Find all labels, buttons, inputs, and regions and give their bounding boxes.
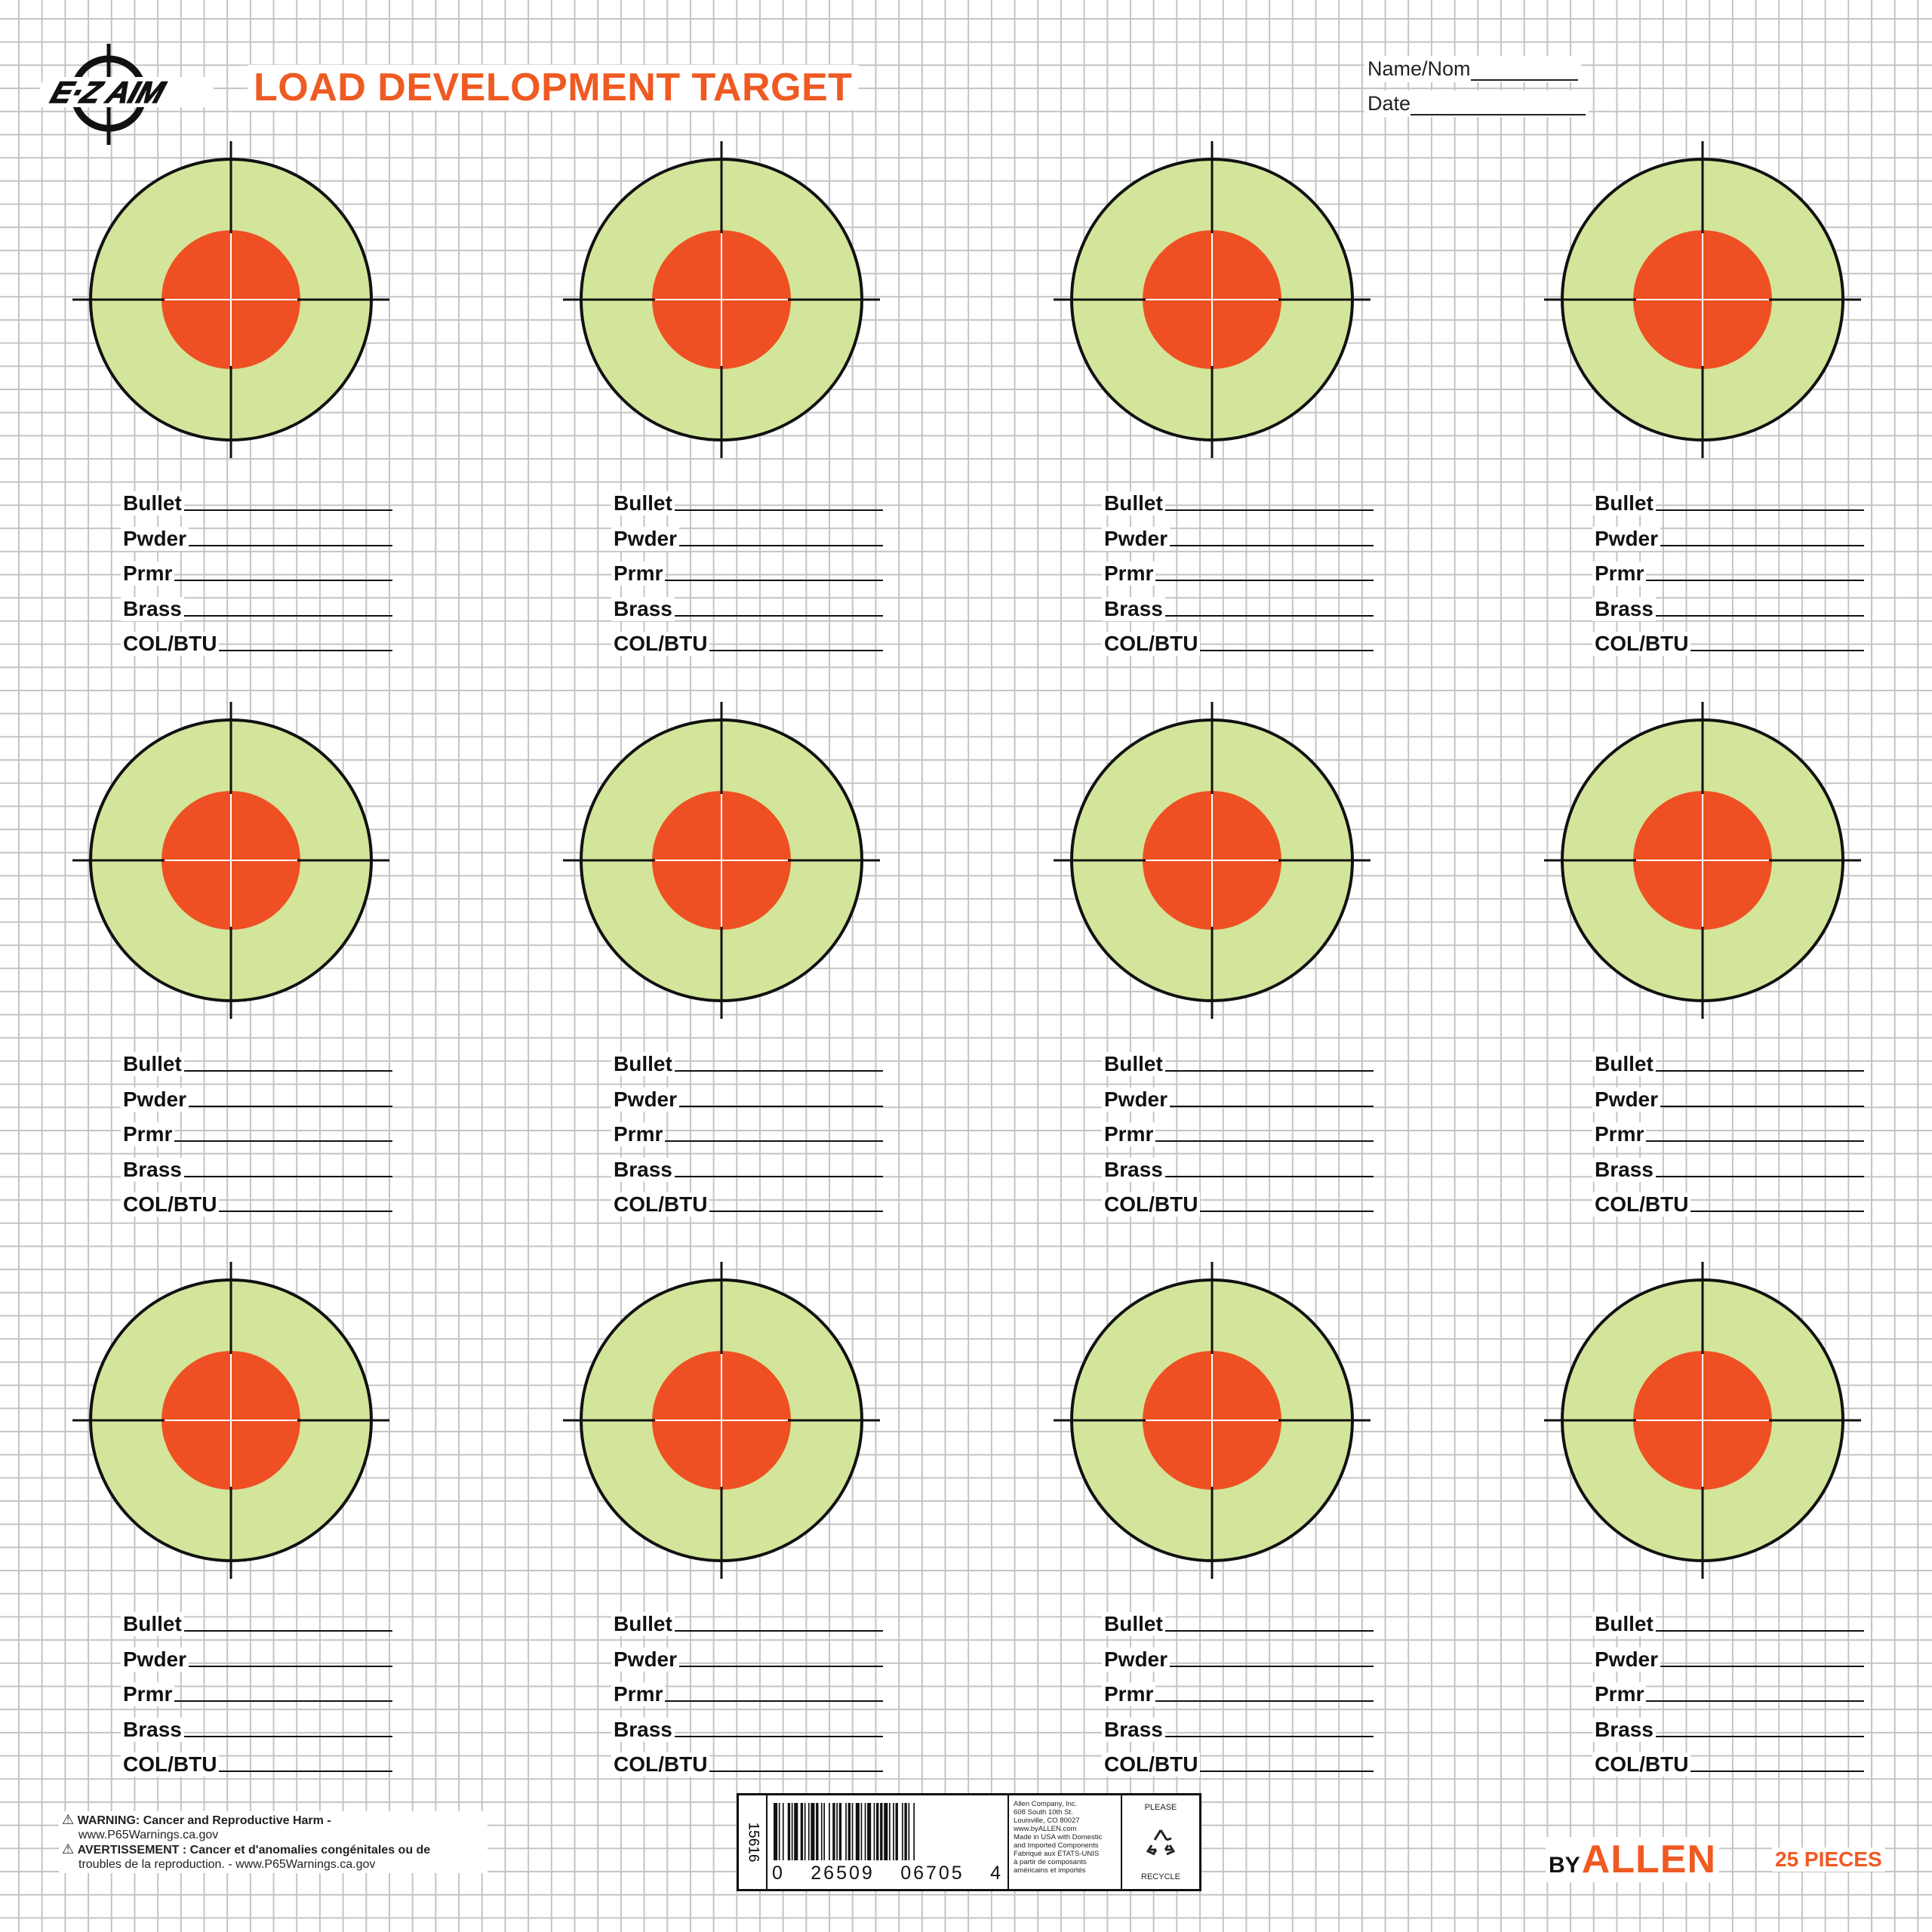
load-field-line <box>184 1607 392 1632</box>
load-field-label: Brass <box>1102 1718 1165 1742</box>
barcode-digits: 0 26509 06705 4 <box>772 1863 1003 1884</box>
load-field-label: COL/BTU <box>1102 1192 1200 1217</box>
load-field-line <box>709 1188 883 1212</box>
company-info-line: américains et importés <box>1014 1866 1086 1875</box>
warning-fr-line-2: troubles de la reproduction. - www.P65Warnings.ca.gov <box>78 1858 376 1871</box>
load-field-row[interactable] <box>611 1041 883 1076</box>
target <box>563 702 880 1019</box>
load-field-line <box>1170 522 1374 546</box>
sku-number: 15616 <box>739 1795 768 1889</box>
target <box>1054 1262 1371 1579</box>
load-field-row[interactable] <box>121 1076 392 1111</box>
load-field-row[interactable] <box>611 481 883 515</box>
load-field-label: Pwder <box>1102 1088 1170 1112</box>
warning-line-2: www.P65Warnings.ca.gov <box>78 1829 219 1841</box>
load-field-label: COL/BTU <box>1102 1752 1200 1777</box>
company-info-line: www.byALLEN.com <box>1014 1825 1077 1833</box>
load-field-row[interactable] <box>611 1182 883 1217</box>
load-field-label: Bullet <box>1592 491 1656 515</box>
load-field-line <box>189 1083 392 1107</box>
load-field-row[interactable] <box>611 1601 883 1636</box>
load-field-label: Bullet <box>121 1052 184 1076</box>
target <box>72 1262 389 1579</box>
load-field-line <box>1646 1678 1864 1702</box>
load-data-fields <box>1102 1041 1374 1217</box>
load-field-row[interactable] <box>121 1146 392 1181</box>
name-line <box>1471 61 1578 81</box>
load-data-fields <box>121 1601 392 1777</box>
load-field-line <box>1690 1188 1864 1212</box>
load-field-label: Bullet <box>1102 1612 1165 1636</box>
load-field-row[interactable] <box>121 586 392 620</box>
load-field-label: Brass <box>121 1718 184 1742</box>
load-field-label: Brass <box>1102 1158 1165 1182</box>
load-field-line <box>675 1048 883 1072</box>
recycle-badge <box>1122 1795 1199 1889</box>
load-field-line <box>1165 592 1374 617</box>
load-field-label: COL/BTU <box>1592 1752 1690 1777</box>
load-field-row[interactable] <box>1592 621 1864 656</box>
load-field-label: Prmr <box>611 1682 665 1706</box>
load-field-label: COL/BTU <box>121 1752 219 1777</box>
load-field-line <box>1656 1713 1864 1737</box>
load-field-line <box>709 627 883 651</box>
load-field-row[interactable] <box>611 621 883 656</box>
load-data-fields <box>121 481 392 656</box>
load-field-label: Bullet <box>1102 1052 1165 1076</box>
target <box>1544 1262 1861 1579</box>
load-field-line <box>679 1083 883 1107</box>
piece-count: 25 PIECES <box>1772 1847 1885 1872</box>
load-field-row[interactable] <box>1102 1112 1374 1146</box>
load-field-line <box>1656 1607 1864 1632</box>
target <box>72 141 389 458</box>
date-line <box>1411 96 1586 115</box>
load-field-label: Prmr <box>611 561 665 586</box>
load-field-row[interactable] <box>611 1146 883 1181</box>
load-field-label: Pwder <box>121 1647 189 1672</box>
recycle-bottom-label: RECYCLE <box>1141 1872 1180 1881</box>
load-field-line <box>219 1748 392 1772</box>
load-field-row[interactable] <box>121 1706 392 1741</box>
load-field-line <box>1200 1188 1374 1212</box>
load-field-label: Pwder <box>121 527 189 551</box>
load-field-line <box>184 1048 392 1072</box>
load-field-label: COL/BTU <box>121 632 219 656</box>
load-data-fields <box>611 1601 883 1777</box>
prop65-warning <box>59 1811 488 1873</box>
load-field-label: Brass <box>1592 1718 1656 1742</box>
load-field-label: Bullet <box>611 1612 675 1636</box>
load-field-row[interactable] <box>121 1636 392 1671</box>
load-field-row[interactable] <box>121 515 392 550</box>
load-field-label: Prmr <box>121 1122 174 1146</box>
load-field-row[interactable] <box>1592 586 1864 620</box>
load-field-row[interactable] <box>611 1112 883 1146</box>
company-info-line: Allen Company, Inc. <box>1014 1800 1078 1808</box>
company-info-line: and Imported Components <box>1014 1841 1099 1850</box>
load-data-fields <box>1592 1041 1864 1217</box>
page-title: LOAD DEVELOPMENT TARGET <box>248 65 858 110</box>
load-field-row[interactable] <box>1102 1146 1374 1181</box>
load-field-row[interactable] <box>1102 1182 1374 1217</box>
load-field-line <box>184 487 392 511</box>
load-data-fields <box>121 1041 392 1217</box>
load-field-label: Prmr <box>1102 1122 1155 1146</box>
load-field-line <box>174 1118 392 1142</box>
load-field-line <box>1170 1643 1374 1667</box>
load-field-label: COL/BTU <box>611 1752 709 1777</box>
load-field-label: Pwder <box>121 1088 189 1112</box>
load-field-row[interactable] <box>1592 1706 1864 1741</box>
load-field-row[interactable] <box>121 1041 392 1076</box>
target <box>1544 702 1861 1019</box>
load-field-label: Prmr <box>1592 1122 1646 1146</box>
load-field-row[interactable] <box>611 1706 883 1741</box>
load-field-line <box>1165 1153 1374 1177</box>
load-field-line <box>184 592 392 617</box>
load-data-fields <box>611 481 883 656</box>
load-field-label: Bullet <box>121 491 184 515</box>
load-field-label: Prmr <box>1102 1682 1155 1706</box>
load-field-line <box>675 1713 883 1737</box>
name-label: Name/Nom <box>1367 57 1471 80</box>
recycle-top-label: PLEASE <box>1144 1803 1177 1812</box>
load-field-row[interactable] <box>121 621 392 656</box>
load-field-line <box>665 557 883 581</box>
load-field-row[interactable] <box>121 551 392 586</box>
load-field-label: Prmr <box>121 1682 174 1706</box>
target <box>1054 702 1371 1019</box>
load-field-row[interactable] <box>611 1076 883 1111</box>
load-field-label: Prmr <box>121 561 174 586</box>
load-field-line <box>675 592 883 617</box>
load-field-line <box>174 1678 392 1702</box>
load-field-line <box>1656 592 1864 617</box>
load-field-label: Brass <box>1102 597 1165 621</box>
load-data-fields <box>1592 481 1864 656</box>
load-field-row[interactable] <box>1102 551 1374 586</box>
svg-text:E·Z AIM: E·Z AIM <box>46 75 169 109</box>
load-field-label: Pwder <box>611 1088 679 1112</box>
target <box>563 141 880 458</box>
company-info <box>1009 1795 1122 1889</box>
load-data-fields <box>1102 481 1374 656</box>
load-field-label: Brass <box>121 1158 184 1182</box>
load-field-line <box>1200 627 1374 651</box>
load-field-row[interactable] <box>1102 1041 1374 1076</box>
load-field-label: COL/BTU <box>611 1192 709 1217</box>
ezaim-logo-icon <box>39 39 228 152</box>
load-field-label: Pwder <box>1592 527 1660 551</box>
load-field-line <box>1656 487 1864 511</box>
load-field-row[interactable] <box>1592 481 1864 515</box>
barcode <box>768 1795 1009 1889</box>
load-field-label: Brass <box>1592 1158 1656 1182</box>
load-field-label: Pwder <box>1102 1647 1170 1672</box>
company-info-line: Made in USA with Domestic <box>1014 1833 1103 1841</box>
load-field-row[interactable] <box>1592 515 1864 550</box>
load-field-line <box>665 1118 883 1142</box>
load-field-line <box>219 1188 392 1212</box>
load-field-line <box>1165 487 1374 511</box>
load-field-row[interactable] <box>1592 1636 1864 1671</box>
load-data-fields <box>1102 1601 1374 1777</box>
load-field-row[interactable] <box>121 1182 392 1217</box>
load-field-label: Bullet <box>1102 491 1165 515</box>
target <box>563 1262 880 1579</box>
load-field-label: Bullet <box>1592 1052 1656 1076</box>
load-field-line <box>679 1643 883 1667</box>
allen-brand <box>1546 1837 1719 1882</box>
load-data-fields <box>1592 1601 1864 1777</box>
load-field-label: Brass <box>121 597 184 621</box>
load-field-row[interactable] <box>1592 1672 1864 1706</box>
load-field-line <box>1690 1748 1864 1772</box>
load-field-row[interactable] <box>1102 586 1374 620</box>
load-field-row[interactable] <box>611 1636 883 1671</box>
load-field-line <box>189 1643 392 1667</box>
load-field-row[interactable] <box>1592 1146 1864 1181</box>
load-field-label: COL/BTU <box>1592 1192 1690 1217</box>
load-field-line <box>1170 1083 1374 1107</box>
target <box>1054 141 1371 458</box>
warning-triangle-icon: ⚠ <box>62 1812 75 1827</box>
load-field-line <box>1200 1748 1374 1772</box>
load-field-row[interactable] <box>1102 1636 1374 1671</box>
company-info-line: à partir de composants <box>1014 1858 1087 1866</box>
load-field-line <box>1660 522 1864 546</box>
load-field-line <box>1656 1048 1864 1072</box>
load-field-line <box>1646 557 1864 581</box>
company-info-line: 608 South 10th St. <box>1014 1808 1073 1817</box>
warning-line-1: WARNING: Cancer and Reproductive Harm - <box>77 1814 331 1827</box>
load-field-label: Prmr <box>1102 561 1155 586</box>
load-field-line <box>1165 1607 1374 1632</box>
load-field-row[interactable] <box>1102 515 1374 550</box>
name-field[interactable] <box>1364 56 1581 82</box>
load-field-label: Brass <box>611 597 675 621</box>
load-field-label: Pwder <box>611 527 679 551</box>
load-field-label: COL/BTU <box>611 632 709 656</box>
brand-name: ALLEN <box>1581 1838 1717 1881</box>
load-field-label: Brass <box>1592 597 1656 621</box>
load-field-row[interactable] <box>1102 481 1374 515</box>
load-field-label: Pwder <box>1592 1088 1660 1112</box>
target <box>72 702 389 1019</box>
barcode-bars <box>772 1803 1003 1860</box>
load-field-line <box>675 1153 883 1177</box>
load-field-label: Pwder <box>1592 1647 1660 1672</box>
load-field-row[interactable] <box>1102 1076 1374 1111</box>
load-field-line <box>184 1713 392 1737</box>
load-field-line <box>679 522 883 546</box>
load-field-label: COL/BTU <box>1102 632 1200 656</box>
load-field-line <box>1660 1643 1864 1667</box>
load-field-row[interactable] <box>1592 551 1864 586</box>
load-field-line <box>1656 1153 1864 1177</box>
load-field-line <box>1155 1678 1374 1702</box>
load-field-row[interactable] <box>1592 1076 1864 1111</box>
load-field-line <box>675 487 883 511</box>
load-field-label: Brass <box>611 1718 675 1742</box>
load-field-label: Pwder <box>611 1647 679 1672</box>
load-field-label: Bullet <box>611 1052 675 1076</box>
load-field-line <box>1660 1083 1864 1107</box>
load-field-row[interactable] <box>1102 1706 1374 1741</box>
date-field[interactable] <box>1364 91 1589 117</box>
load-field-label: Bullet <box>121 1612 184 1636</box>
load-field-line <box>1646 1118 1864 1142</box>
load-data-fields <box>611 1041 883 1217</box>
load-field-row[interactable] <box>1102 1601 1374 1636</box>
load-field-line <box>675 1607 883 1632</box>
load-field-line <box>219 627 392 651</box>
load-field-row[interactable] <box>121 481 392 515</box>
load-field-line <box>184 1153 392 1177</box>
load-field-line <box>1165 1048 1374 1072</box>
load-field-row[interactable] <box>121 1742 392 1777</box>
load-field-line <box>1690 627 1864 651</box>
load-field-row[interactable] <box>611 515 883 550</box>
load-field-row[interactable] <box>121 1112 392 1146</box>
load-field-label: Pwder <box>1102 527 1170 551</box>
recycle-icon <box>1144 1827 1177 1857</box>
load-field-row[interactable] <box>121 1672 392 1706</box>
load-field-row[interactable] <box>1592 1112 1864 1146</box>
load-field-line <box>1155 557 1374 581</box>
brand-by: BY <box>1549 1853 1580 1878</box>
date-label: Date <box>1367 92 1411 115</box>
load-field-row[interactable] <box>611 1672 883 1706</box>
company-info-line: Louisville, CO 80027 <box>1014 1817 1080 1825</box>
load-field-row[interactable] <box>1102 1742 1374 1777</box>
load-field-line <box>189 522 392 546</box>
load-field-line <box>174 557 392 581</box>
load-field-label: Prmr <box>1592 561 1646 586</box>
load-field-line <box>709 1748 883 1772</box>
load-field-row[interactable] <box>611 586 883 620</box>
load-field-label: Bullet <box>611 491 675 515</box>
load-field-row[interactable] <box>611 551 883 586</box>
load-field-row[interactable] <box>1592 1041 1864 1076</box>
load-field-label: COL/BTU <box>121 1192 219 1217</box>
load-field-row[interactable] <box>1102 1672 1374 1706</box>
load-field-row[interactable] <box>1592 1742 1864 1777</box>
warning-fr-line-1: AVERTISSEMENT : Cancer et d'anomalies congénitales ou de <box>77 1844 431 1857</box>
load-field-label: Prmr <box>611 1122 665 1146</box>
barcode-label <box>737 1793 1201 1891</box>
load-field-line <box>665 1678 883 1702</box>
load-field-row[interactable] <box>1592 1182 1864 1217</box>
load-field-line <box>1155 1118 1374 1142</box>
warning-triangle-icon: ⚠ <box>62 1841 75 1857</box>
load-field-label: COL/BTU <box>1592 632 1690 656</box>
load-field-row[interactable] <box>1102 621 1374 656</box>
load-field-row[interactable] <box>121 1601 392 1636</box>
company-info-line: Fabriqué aux ÉTATS-UNIS <box>1014 1850 1100 1858</box>
load-field-label: Brass <box>611 1158 675 1182</box>
target <box>1544 141 1861 458</box>
load-field-label: Bullet <box>1592 1612 1656 1636</box>
load-field-line <box>1165 1713 1374 1737</box>
load-field-row[interactable] <box>1592 1601 1864 1636</box>
load-field-row[interactable] <box>611 1742 883 1777</box>
load-field-label: Prmr <box>1592 1682 1646 1706</box>
